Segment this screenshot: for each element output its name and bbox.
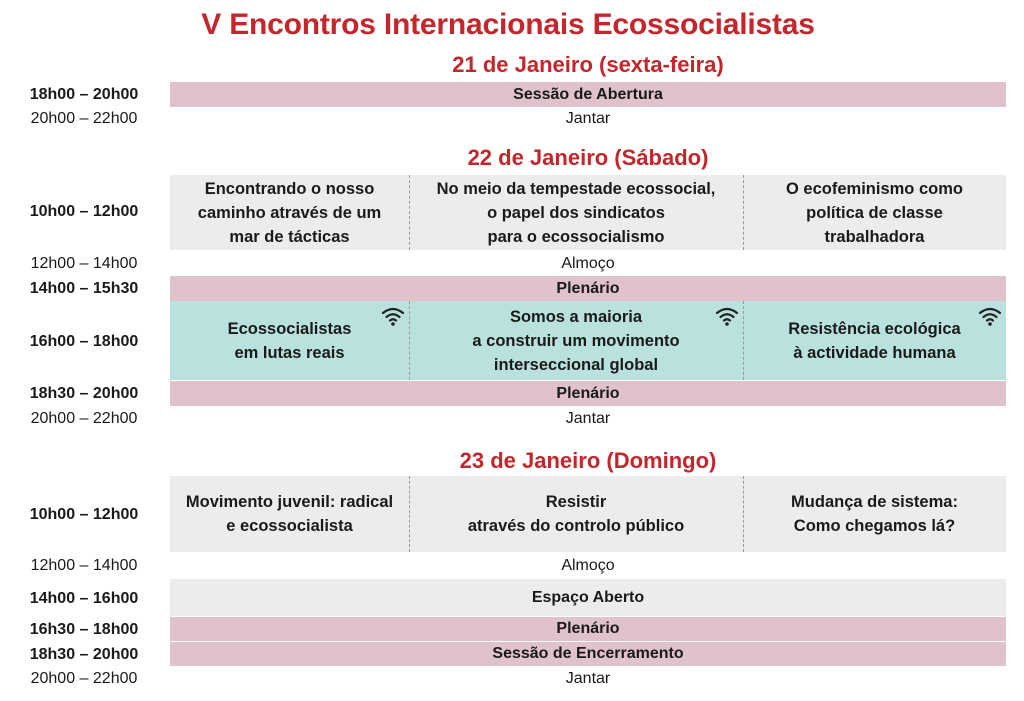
session-title: Resistência ecológica à actividade humana [788, 319, 961, 362]
column-divider [409, 476, 410, 552]
time-slot: 20h00 – 22h00 [30, 670, 138, 687]
time-slot: 20h00 – 22h00 [30, 110, 138, 127]
time-slot: 20h00 – 22h00 [30, 410, 138, 427]
plenary-slot [170, 617, 1006, 641]
session-cell [409, 476, 743, 552]
session-label: Espaço Aberto [531, 588, 645, 606]
session-cell [170, 476, 409, 552]
dinner-slot [170, 406, 1006, 431]
time-slot: 18h00 – 20h00 [29, 86, 139, 103]
session-label: Plenário [556, 279, 620, 297]
time-slot: 18h30 – 20h00 [29, 646, 139, 663]
dinner-slot [170, 666, 1006, 691]
plenary-slot [170, 276, 1006, 301]
dinner-slot [170, 106, 1006, 131]
session-title: No meio da tempestade ecossocial, o papel dos sindicatos para o ecossocialismo [436, 179, 716, 246]
open-space-slot [170, 579, 1006, 616]
column-divider [409, 301, 410, 380]
day-heading-21: 21 de Janeiro (sexta-feira) [452, 52, 724, 77]
session-label: Almoço [561, 556, 615, 574]
lunch-slot [170, 251, 1006, 276]
column-divider [409, 175, 410, 250]
time-slot: 14h00 – 15h30 [29, 280, 139, 297]
wifi-icon [381, 305, 405, 327]
session-cell [743, 301, 1006, 380]
session-label: Plenário [556, 384, 620, 402]
session-cell [409, 301, 743, 380]
session-label: Sessão de Encerramento [492, 645, 684, 662]
time-slot: 18h30 – 20h00 [29, 385, 139, 402]
parallel-sessions-afternoon-22 [170, 301, 1006, 380]
plenary-slot [170, 381, 1006, 406]
session-title: Ecossocialistas em lutas reais [227, 319, 352, 362]
time-slot: 16h00 – 18h00 [29, 333, 139, 350]
wifi-icon [978, 305, 1002, 327]
session-title: Movimento juvenil: radical e ecossocialista [185, 493, 394, 535]
session-title: O ecofeminismo como política de classe trabalhadora [786, 179, 963, 246]
session-cell [743, 476, 1006, 552]
column-divider [743, 476, 744, 552]
session-cell [743, 175, 1006, 250]
session-cell [409, 175, 743, 250]
session-cell [170, 301, 409, 380]
session-title: Resistir através do controlo público [467, 493, 685, 535]
time-slot: 12h00 – 14h00 [30, 255, 138, 272]
wifi-icon [715, 305, 739, 327]
parallel-sessions-morning-23 [170, 476, 1006, 552]
closing-session [170, 642, 1006, 666]
session-cell [170, 175, 409, 250]
day-heading-23: 23 de Janeiro (Domingo) [459, 448, 717, 473]
session-label: Sessão de Abertura [513, 85, 663, 103]
time-slot: 10h00 – 12h00 [29, 203, 139, 220]
session-title: Encontrando o nosso caminho através de um mar de tácticas [197, 179, 382, 246]
session-label: Jantar [565, 109, 611, 127]
session-title: Somos a maioria a construir um movimento interseccional global [472, 307, 680, 374]
day-heading-22: 22 de Janeiro (Sábado) [467, 145, 709, 170]
session-label: Plenário [556, 620, 620, 637]
session-label: Jantar [565, 669, 611, 687]
session-label: Jantar [565, 409, 611, 427]
time-slot: 12h00 – 14h00 [30, 557, 138, 574]
parallel-sessions-morning-22 [170, 175, 1006, 250]
time-slot: 16h30 – 18h00 [29, 621, 139, 638]
page-title: V Encontros Internacionais Ecossocialistas [201, 8, 815, 41]
session-opening [170, 82, 1006, 107]
lunch-slot [170, 553, 1006, 578]
column-divider [743, 301, 744, 380]
session-label: Almoço [561, 254, 615, 272]
time-slot: 14h00 – 16h00 [29, 590, 139, 607]
session-title: Mudança de sistema: Como chegamos lá? [791, 493, 958, 535]
time-slot: 10h00 – 12h00 [29, 506, 139, 523]
column-divider [743, 175, 744, 250]
